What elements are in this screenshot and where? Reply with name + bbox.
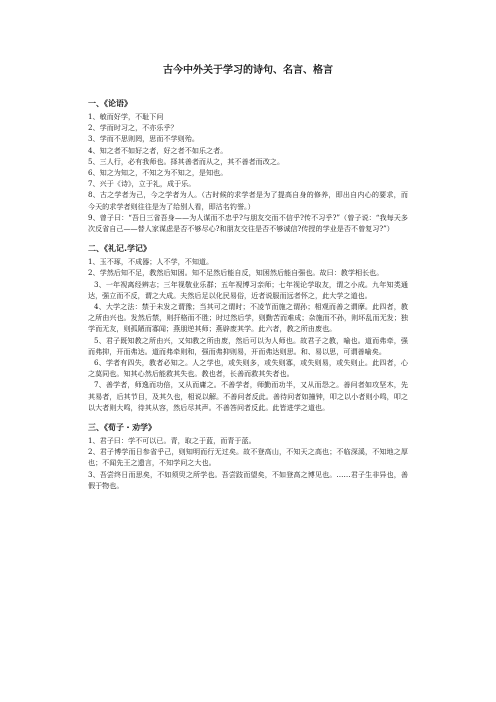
paragraph: 2、学而时习之，不亦乐乎？	[88, 123, 178, 133]
paragraph: 4、大学之法：禁于未发之谓豫；当其可之谓时；不凌节而施之谓孙；相观而善之谓摩。此四者，教之所由兴也。发然后禁，则扞格而不胜；时过然后学，则勤苦而难成；杂施而不孙，则坏乱而无发；独学而无友，则孤陋而寡闻；燕朋逆其师；燕辟废其学。此六者，教之所由废也。	[88, 302, 408, 334]
section-liji-xueji	[88, 243, 408, 413]
paragraph: 6、知之为知之，不知之为不知之，是知也。	[88, 168, 228, 178]
paragraph: 3、学而不思则罔，思而不学则殆。	[88, 134, 199, 144]
section-heading: 三、《荀子・劝学》	[88, 423, 156, 433]
document-title: 古今中外关于学习的诗句、名言、格言	[163, 65, 333, 76]
paragraph: 1、玉不琢，不成器；人不学，不知道。	[88, 257, 214, 267]
paragraph: 7、善学者，师逸而功倍，又从而庸之。不善学者，师勤而功半，又从而怨之。善问者如攻坚木，先其易者，后其节目，及其久也，相说以解。不善问者反此。善待问者如撞钟，叩之以小者则小鸣，叩之以大者则大鸣，待其从容，然后尽其声。不善答问者反此。此皆进学之道也。	[88, 380, 408, 412]
paragraph: 8、古之学者为己，今之学者为人。（古时候的求学者是为了提高自身的修养，即出自内心的要求，而今天的求学者则往往是为了给别人看，即沽名钓誉。）	[88, 190, 408, 211]
paragraph: 1、君子曰：学不可以已。青，取之于蓝，而青于蓝。	[88, 436, 256, 446]
paragraph: 6、学者有四失，教者必知之。人之学也，或失则多，或失则寡，或失则易，或失则止。此四者，心之莫同也。知其心然后能救其失也。教也者，长善而救其失者也。	[88, 358, 408, 379]
paragraph: 1、敏而好学，不耻下问	[88, 112, 164, 121]
paragraph: 3、一年视离经辨志；三年视敬业乐群；五年视博习亲师；七年视论学取友，谓之小成。九年知类通达，强立而不反，谓之大成。夫然后足以化民易俗，近者说服而远者怀之，此大学之道也。	[88, 279, 408, 300]
section-lunyu	[88, 98, 408, 234]
section-xunzi-quanxue	[88, 422, 408, 491]
paragraph: 2、学然后知不足，教然后知困。知不足然后能自反，知困然后能自强也。故曰：教学相长也。	[88, 268, 384, 278]
paragraph: 3、吾尝终日而思矣，不如须臾之所学也。吾尝跂而望矣，不如登高之博见也。……君子生非异也，善假于物也。	[88, 469, 408, 490]
paragraph: 4、知之者不如好之者，好之者不如乐之者。	[88, 145, 228, 155]
paragraph: 5、三人行，必有我师也。择其善者而从之，其不善者而改之。	[88, 156, 285, 166]
section-heading: 二、《礼记.学记》	[88, 244, 152, 254]
paragraph: 9、曾子曰：“吾日三省吾身——为人谋而不忠乎?与朋友交而不信乎?传不习乎?”（曾子说：“我每天多次反省自己——替人家谋虑是否不够尽心?和朋友交往是否不够诚信?传授的学业是否不曾复习?”）	[88, 212, 408, 234]
paragraph: 7、兴于《诗》，立于礼，成于乐。	[88, 179, 196, 189]
paragraph: 2、君子博学而日参省乎己，则知明而行无过矣。故不登高山，不知天之高也；不临深溪，不知地之厚也；不闻先王之遗言，不知学问之大也。	[88, 447, 408, 468]
section-heading: 一、《论语》	[88, 99, 132, 108]
paragraph: 5、君子既知教之所由兴，又知教之所由废，然后可以为人师也。故君子之教，喻也。道而弗牵，强而弗抑，开而弗达。道而弗牵则和，强而弗抑则易，开而弗达则思。和、易以思，可谓善喻矣。	[88, 335, 408, 356]
